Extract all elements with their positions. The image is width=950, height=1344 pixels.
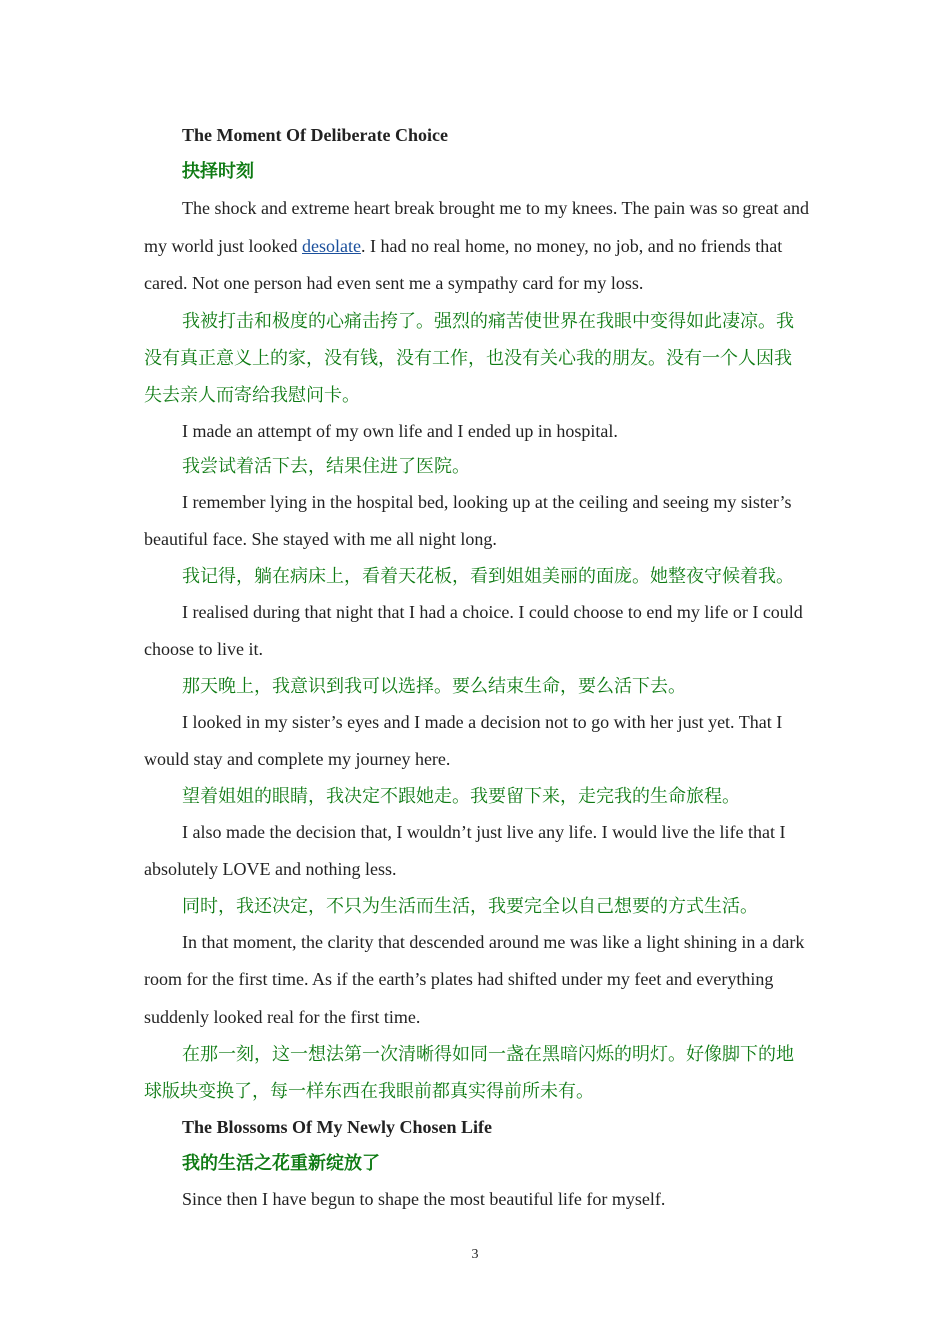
paragraph-en: I also made the decision that, I wouldn’t just live any life. I would live the life that I absolutely LOVE and nothing less. xyxy=(144,821,786,879)
paragraph-zh: 那天晚上，我意识到我可以选择。要么结束生命，要么活下去。 xyxy=(182,675,686,696)
paragraph-text: . I had no real home, no money, no job, and no friends that cared. Not one person had even sent me a sympathy card for my loss. xyxy=(144,235,783,293)
paragraph-zh: 我被打击和极度的心痛击挎了。强烈的痛苦使世界在我眼中变得如此凄凉。我没有真正意义上的家，没有钱，没有工作，也没有关心我的朋友。没有一个人因我失去亲人而寄给我慰问卡。 xyxy=(144,310,794,405)
paragraph-en: I remember lying in the hospital bed, looking up at the ceiling and seeing my sister’s beautiful face. She stayed with me all night long. xyxy=(144,491,792,549)
paragraph-en xyxy=(144,190,809,303)
paragraph-en: I looked in my sister’s eyes and I made a decision not to go with her just yet. That I would stay and complete my journey here. xyxy=(144,711,783,769)
paragraph-zh: 我尝试着活下去，结果住进了医院。 xyxy=(182,455,470,476)
paragraph-en: In that moment, the clarity that descended around me was like a light shining in a dark room for the first time. As if the earth’s plates had shifted under my feet and everything suddenly looked real for the first time. xyxy=(144,931,805,1027)
paragraph-en: I realised during that night that I had a choice. I could choose to end my life or I could choose to live it. xyxy=(144,601,803,659)
section-heading-en: The Blossoms Of My Newly Chosen Life xyxy=(182,1117,492,1137)
page-number: 3 xyxy=(471,1247,479,1262)
paragraph-zh: 同时，我还决定，不只为生活而生活，我要完全以自己想要的方式生活。 xyxy=(182,895,758,916)
section-heading-zh: 我的生活之花重新绽放了 xyxy=(182,1153,380,1173)
document-page xyxy=(144,118,809,1217)
section-heading-zh: 抉择时刻 xyxy=(182,161,254,181)
paragraph-zh: 我记得，躺在病床上，看着天花板，看到姐姐美丽的面庞。她整夜守候着我。 xyxy=(182,565,794,586)
desolate-link[interactable]: desolate xyxy=(302,235,361,256)
paragraph-en: Since then I have begun to shape the most beautiful life for myself. xyxy=(182,1189,666,1209)
paragraph-zh: 望着姐姐的眼睛，我决定不跟她走。我要留下来，走完我的生命旅程。 xyxy=(182,785,740,806)
paragraph-text: The shock and extreme heart break brought me to my knees. The pain was so great and my world just looked xyxy=(144,198,809,256)
paragraph-zh: 在那一刻，这一想法第一次清晰得如同一盏在黑暗闪烁的明灯。好像脚下的地球版块变换了，每一样东西在我眼前都真实得前所未有。 xyxy=(144,1044,794,1101)
section-heading-en: The Moment Of Deliberate Choice xyxy=(182,125,448,145)
paragraph-en: I made an attempt of my own life and I ended up in hospital. xyxy=(182,420,618,441)
